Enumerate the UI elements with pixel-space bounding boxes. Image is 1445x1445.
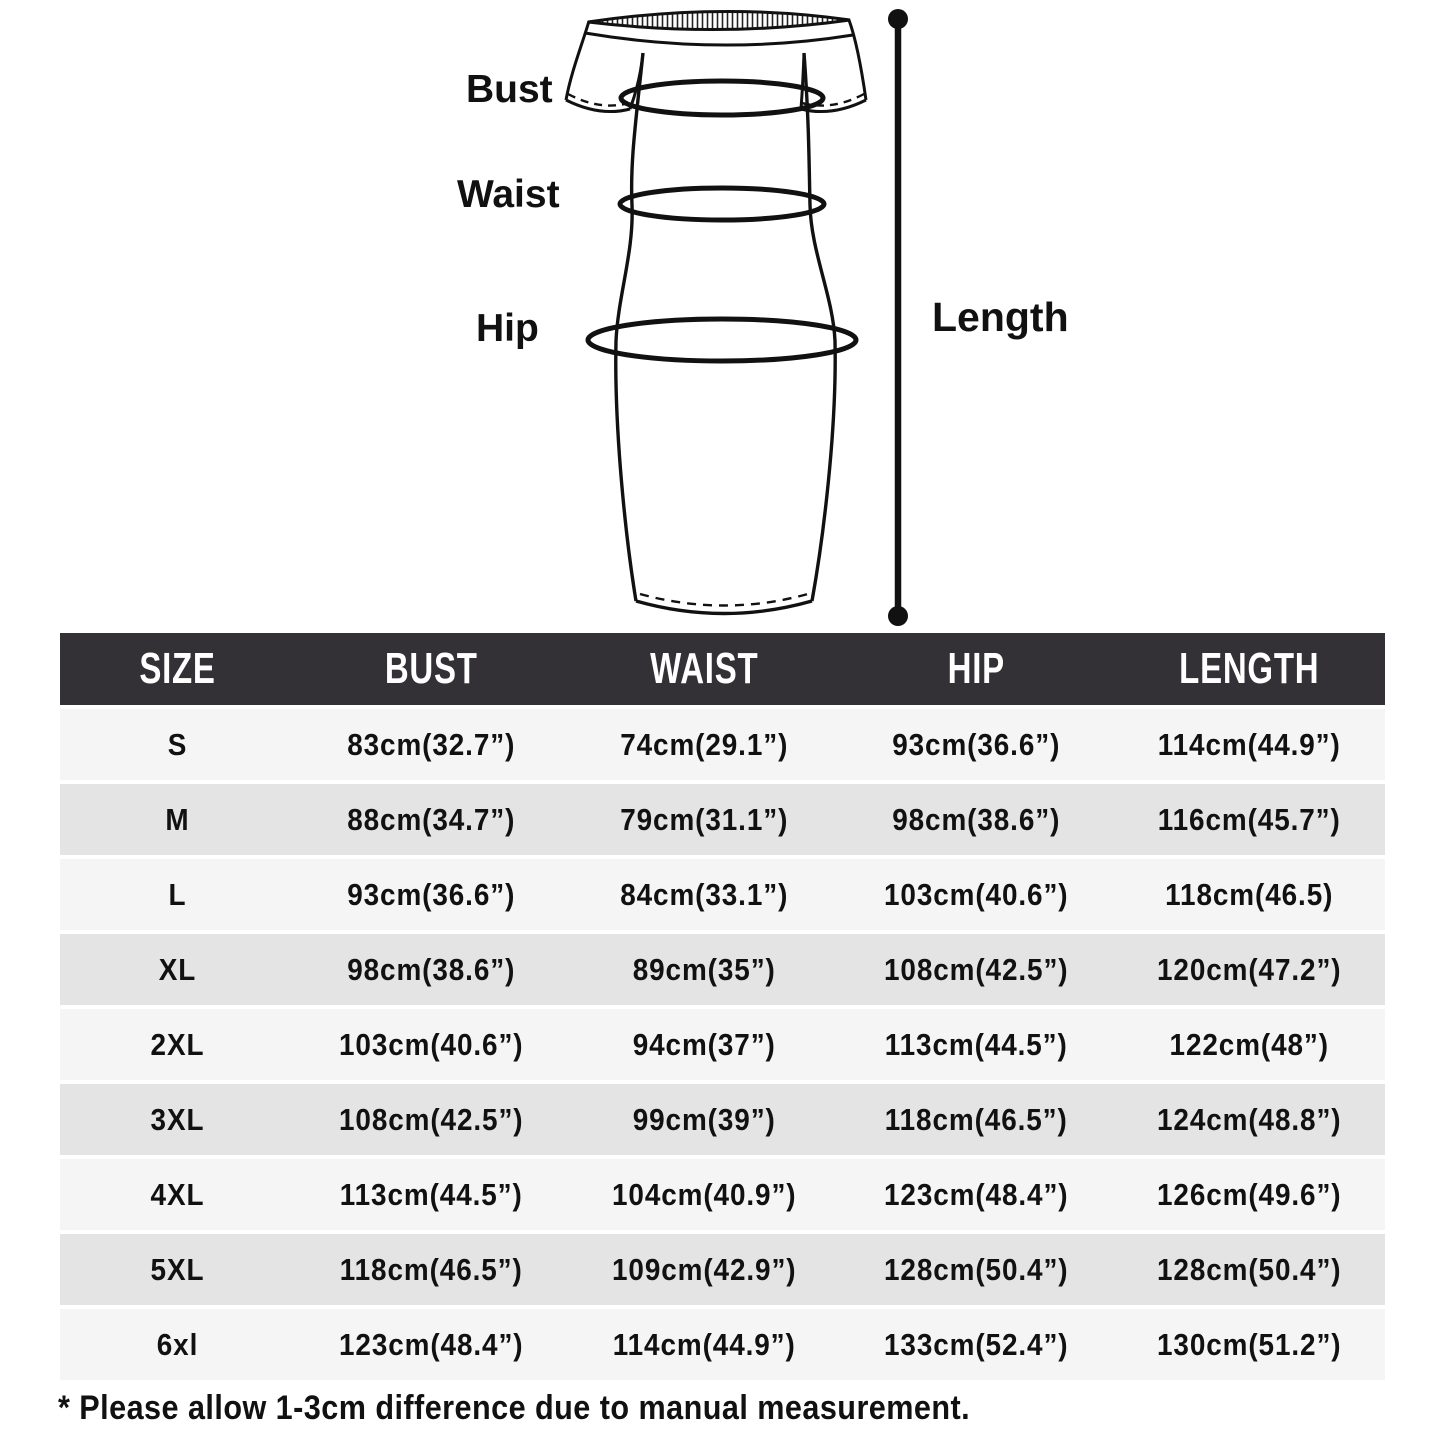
left-sleeve-outer <box>566 21 589 100</box>
bust-cell: 93cm(36.6”) <box>347 876 516 912</box>
header-length: LENGTH <box>1178 644 1319 693</box>
bust-cell: 123cm(48.4”) <box>338 1326 524 1362</box>
table-row <box>60 709 1385 780</box>
size-cell: S <box>167 726 188 762</box>
length-cell: 118cm(46.5) <box>1164 876 1333 912</box>
skirt-hem <box>636 601 812 614</box>
table-row <box>60 1009 1385 1080</box>
waist-cell: 99cm(39”) <box>632 1101 776 1137</box>
waist-cell: 114cm(44.9”) <box>612 1326 796 1362</box>
bust-cell: 88cm(34.7”) <box>347 801 516 837</box>
dress-sketch <box>0 0 1445 632</box>
size-cell: XL <box>158 951 197 987</box>
size-cell: L <box>168 876 187 912</box>
waist-cell: 84cm(33.1”) <box>619 876 788 912</box>
dress-measurement-diagram <box>0 0 1445 632</box>
size-cell: M <box>165 801 190 837</box>
hip-cell: 113cm(44.5”) <box>884 1026 1068 1062</box>
waist-cell: 89cm(35”) <box>632 951 776 987</box>
waist-cell: 94cm(37”) <box>632 1026 776 1062</box>
bust-cell: 108cm(42.5”) <box>338 1101 524 1137</box>
header-size: SIZE <box>139 644 216 693</box>
waist-cell: 104cm(40.9”) <box>611 1176 796 1212</box>
size-cell: 5XL <box>150 1251 205 1287</box>
table-row <box>60 934 1385 1005</box>
table-row <box>60 1309 1385 1380</box>
table-row <box>60 784 1385 855</box>
skirt-hem-stitch <box>640 594 808 606</box>
bust-label: Bust <box>466 68 553 111</box>
hip-cell: 103cm(40.6”) <box>883 876 1069 912</box>
waist-cell: 79cm(31.1”) <box>619 801 788 837</box>
waist-label: Waist <box>457 173 560 216</box>
hip-cell: 108cm(42.5”) <box>883 951 1069 987</box>
hip-cell: 123cm(48.4”) <box>883 1176 1069 1212</box>
table-header-row <box>60 633 1385 705</box>
measurement-note: * Please allow 1-3cm difference due to manual measurement. <box>58 1389 971 1427</box>
hip-ellipse <box>588 319 856 361</box>
waist-cell: 74cm(29.1”) <box>619 726 788 762</box>
length-cell: 128cm(50.4”) <box>1156 1251 1341 1287</box>
size-cell: 2XL <box>150 1026 205 1062</box>
neckband-fold-line <box>585 33 853 45</box>
length-cell: 130cm(51.2”) <box>1156 1326 1341 1362</box>
hip-cell: 93cm(36.6”) <box>892 726 1061 762</box>
size-cell: 3XL <box>150 1101 205 1137</box>
size-table <box>60 633 1385 1380</box>
length-cell: 126cm(49.6”) <box>1156 1176 1341 1212</box>
waist-ellipse <box>620 188 824 220</box>
header-bust: BUST <box>384 644 478 693</box>
bust-cell: 118cm(46.5”) <box>339 1251 523 1287</box>
length-cell: 120cm(47.2”) <box>1156 951 1341 987</box>
length-line-top-dot <box>888 9 908 29</box>
neckband-hatched <box>588 11 850 29</box>
table-row <box>60 1234 1385 1305</box>
table-row <box>60 1084 1385 1155</box>
hip-cell: 98cm(38.6”) <box>892 801 1061 837</box>
bust-cell: 98cm(38.6”) <box>347 951 516 987</box>
bust-ellipse <box>621 81 823 115</box>
length-cell: 116cm(45.7”) <box>1157 801 1341 837</box>
header-waist: WAIST <box>649 644 758 693</box>
length-cell: 124cm(48.8”) <box>1156 1101 1341 1137</box>
length-cell: 114cm(44.9”) <box>1157 726 1341 762</box>
right-sleeve-outer <box>849 20 866 100</box>
length-label: Length <box>932 294 1069 340</box>
bust-cell: 113cm(44.5”) <box>339 1176 523 1212</box>
bust-cell: 103cm(40.6”) <box>338 1026 524 1062</box>
length-line-bottom-dot <box>888 606 908 626</box>
table-row <box>60 1159 1385 1230</box>
hip-cell: 133cm(52.4”) <box>883 1326 1069 1362</box>
bust-cell: 83cm(32.7”) <box>347 726 516 762</box>
size-cell: 4XL <box>150 1176 205 1212</box>
hip-cell: 128cm(50.4”) <box>883 1251 1069 1287</box>
size-cell: 6xl <box>156 1326 199 1362</box>
header-hip: HIP <box>947 644 1005 693</box>
table-row <box>60 859 1385 930</box>
waist-cell: 109cm(42.9”) <box>611 1251 796 1287</box>
length-cell: 122cm(48”) <box>1169 1026 1329 1062</box>
hip-cell: 118cm(46.5”) <box>884 1101 1068 1137</box>
hip-label: Hip <box>476 307 539 350</box>
